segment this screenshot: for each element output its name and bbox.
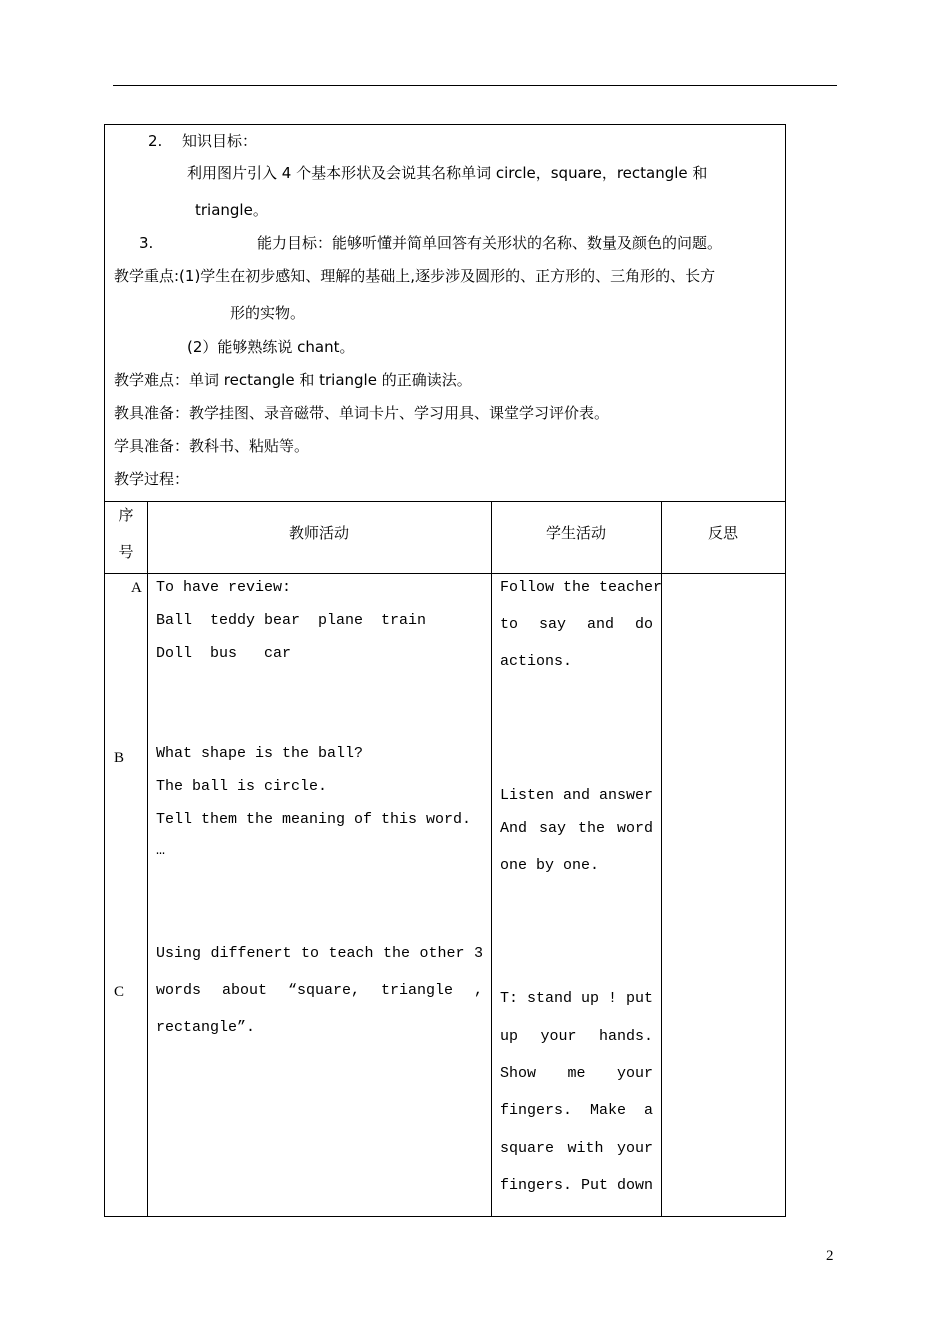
- teacher-a-line3: Doll bus car: [156, 645, 292, 662]
- teacher-c-line2: words about “square, triangle ,: [156, 982, 483, 999]
- teacher-b-line4: …: [156, 842, 166, 859]
- item2-title: 知识目标：: [182, 132, 258, 150]
- difficult-points: 教学难点：单词 rectangle 和 triangle 的正确读法。: [114, 371, 472, 389]
- student-c-line4: fingers. Make a: [500, 1102, 653, 1119]
- col-divider-2: [491, 501, 492, 1216]
- table-top-rule: [105, 501, 785, 502]
- table-header-rule: [105, 573, 785, 574]
- row-label-a: A: [131, 580, 142, 596]
- student-b-line1: Listen and answer: [500, 787, 654, 804]
- key-points-line2: 形的实物。: [230, 304, 306, 322]
- item2-number: 2.: [148, 132, 163, 150]
- student-c-line3: Show me your: [500, 1065, 653, 1082]
- process-label: 教学过程：: [114, 470, 190, 488]
- header-reflection: 反思: [707, 524, 738, 542]
- key-points-line1: 教学重点:(1)学生在初步感知、理解的基础上,逐步涉及圆形的、正方形的、三角形的、长方: [114, 267, 716, 285]
- student-a-line3: actions.: [500, 653, 573, 670]
- teacher-a-line2: Ball teddy bear plane train: [156, 612, 427, 629]
- row-label-c: C: [114, 984, 125, 1000]
- col-divider-3: [661, 501, 662, 1216]
- teacher-c-line3: rectangle”.: [156, 1019, 256, 1036]
- student-b-line2: And say the word: [500, 820, 653, 837]
- lesson-plan-box: [104, 124, 786, 1217]
- item2-text-line2: triangle。: [195, 201, 268, 219]
- student-c-line6: fingers. Put down: [500, 1177, 654, 1194]
- teacher-a-line1: To have review:: [156, 579, 292, 596]
- teacher-b-line2: The ball is circle.: [156, 778, 328, 795]
- student-materials: 学具准备：教科书、粘贴等。: [114, 437, 310, 455]
- key-points-2: (2）能够熟练说 chant。: [187, 338, 355, 356]
- col-divider-1: [147, 501, 148, 1216]
- header-student: 学生活动: [545, 524, 606, 542]
- student-c-line1: T: stand up ! put: [500, 990, 654, 1007]
- student-b-line3: one by one.: [500, 857, 600, 874]
- student-c-line5: square with your: [500, 1140, 653, 1157]
- student-a-line1: Follow the teacher: [500, 579, 663, 596]
- teacher-b-line3: Tell them the meaning of this word.: [156, 811, 472, 828]
- header-seq-line1: 序: [118, 506, 134, 524]
- item2-text-line1: 利用图片引入 4 个基本形状及会说其名称单词 circle，square，rectangle 和: [187, 164, 708, 182]
- row-label-b: B: [114, 750, 125, 766]
- student-a-line2: to say and do: [500, 616, 653, 633]
- item3-text: 能力目标：能够听懂并简单回答有关形状的名称、数量及颜色的问题。: [257, 234, 723, 252]
- header-seq-line2: 号: [118, 543, 134, 561]
- item3-number: 3.: [139, 234, 154, 252]
- header-rule: [113, 85, 837, 86]
- page-number: 2: [826, 1248, 834, 1264]
- teacher-c-line1: Using diffenert to teach the other 3: [156, 945, 483, 962]
- teacher-materials: 教具准备：教学挂图、录音磁带、单词卡片、学习用具、课堂学习评价表。: [114, 404, 610, 422]
- student-c-line2: up your hands.: [500, 1028, 653, 1045]
- teacher-b-line1: What shape is the ball?: [156, 745, 364, 762]
- header-teacher: 教师活动: [288, 524, 349, 542]
